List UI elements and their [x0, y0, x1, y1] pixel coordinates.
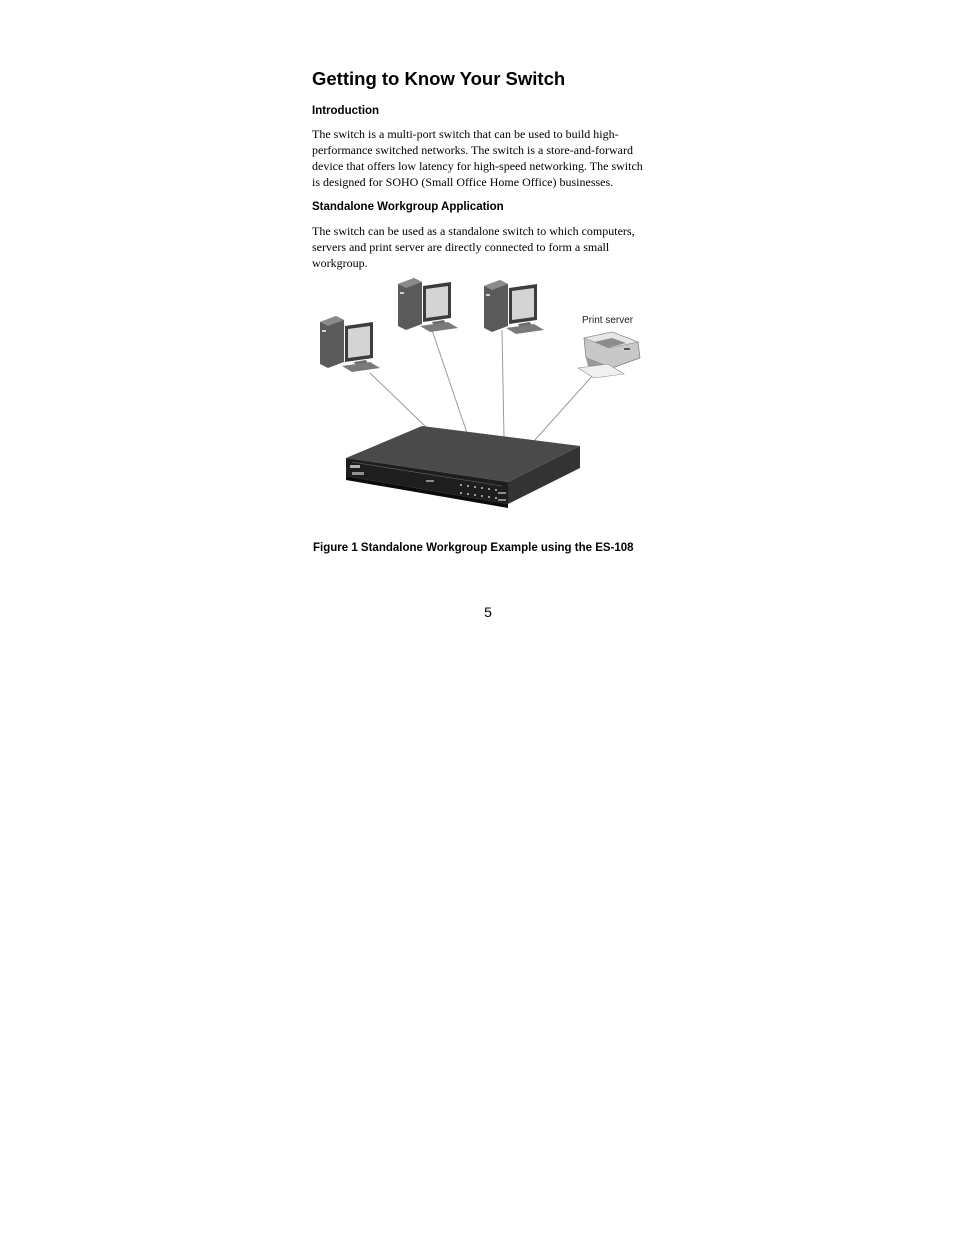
switch-device [346, 426, 580, 508]
paragraph-line: The switch can be used as a standalone switch to which computers, [312, 224, 635, 238]
printer-icon [578, 332, 640, 378]
cable-line [534, 374, 594, 441]
computer-icon [398, 278, 458, 332]
paragraph-line: workgroup. [312, 256, 368, 270]
standalone-paragraph [312, 223, 635, 271]
section-heading-introduction: Introduction [312, 105, 380, 117]
paragraph-line: device that offers low latency for high-speed networking. The switch [312, 159, 643, 173]
paragraph-line: is designed for SOHO (Small Office Home Office) businesses. [312, 175, 614, 189]
network-illustration [312, 278, 662, 538]
paragraph-line: The switch is a multi-port switch that can be used to build high- [312, 127, 619, 141]
introduction-paragraph [312, 126, 643, 190]
paragraph-line: servers and print server are directly connected to form a small [312, 240, 610, 254]
figure-caption: Figure 1 Standalone Workgroup Example using the ES-108 [313, 542, 634, 554]
computer-icon [484, 280, 544, 334]
paragraph-line: performance switched networks. The switch is a store-and-forward [312, 143, 633, 157]
section-heading-standalone-workgroup: Standalone Workgroup Application [312, 201, 504, 213]
page-number: 5 [484, 604, 492, 620]
page-title: Getting to Know Your Switch [312, 68, 566, 89]
workgroup-figure [312, 278, 662, 538]
computer-icon [320, 316, 380, 372]
cable-line [432, 330, 467, 433]
network-cables [370, 330, 594, 441]
switch-logo-mark [350, 465, 360, 468]
cable-line [502, 330, 504, 438]
print-server-label: Print server [582, 315, 634, 326]
cable-line [370, 373, 427, 428]
